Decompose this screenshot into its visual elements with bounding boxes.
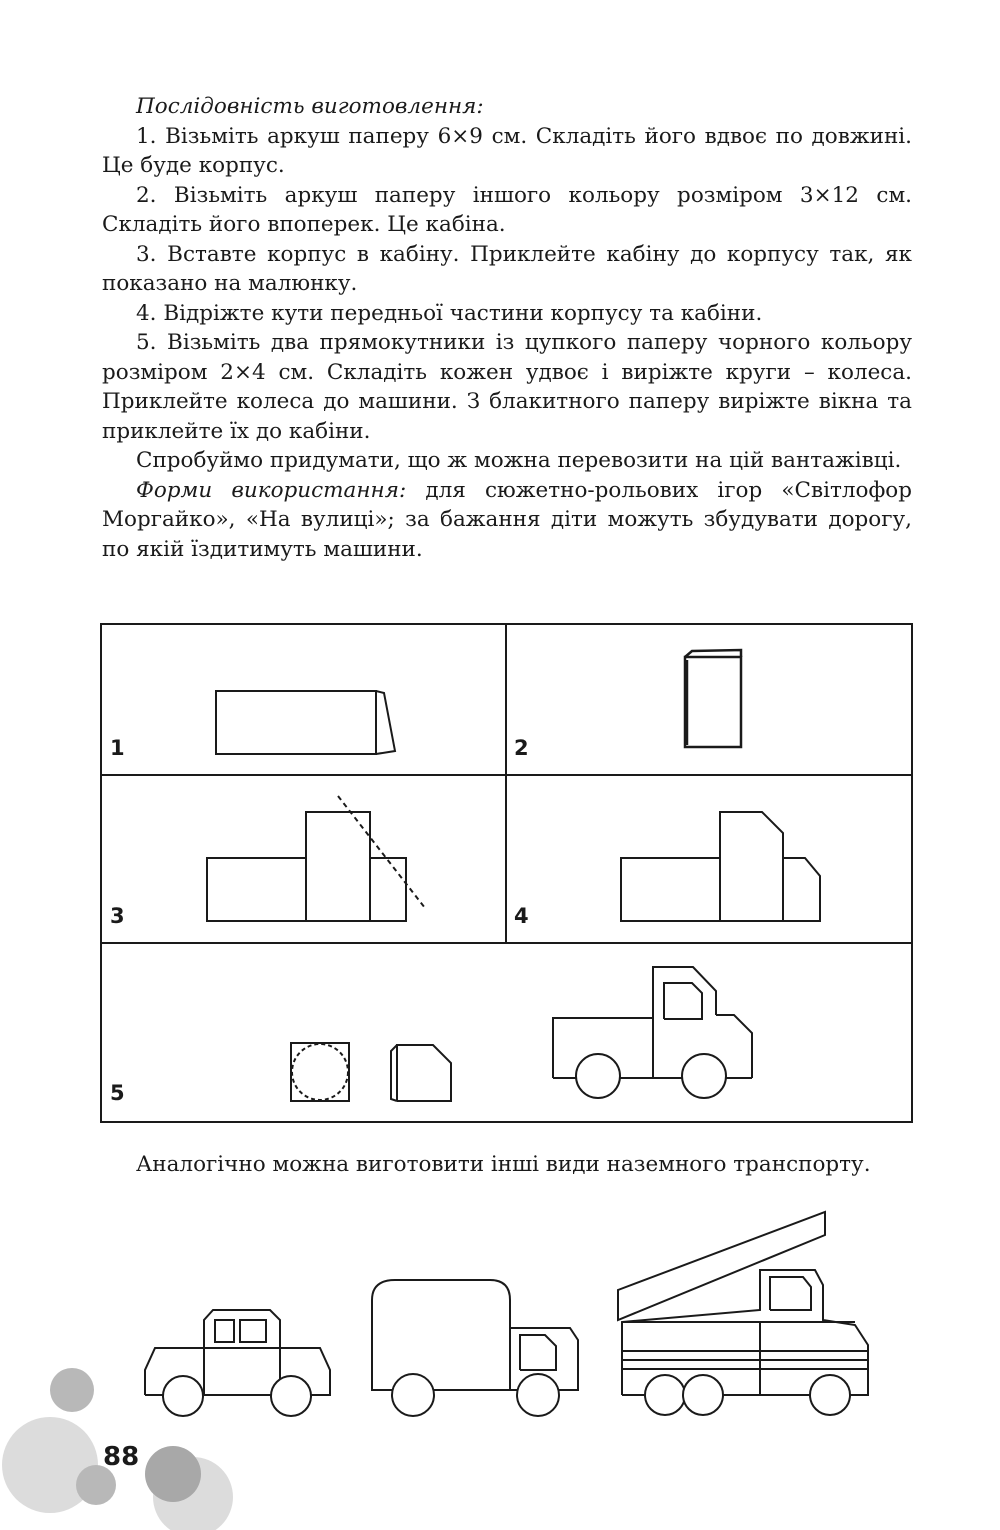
usage-label: Форми використання: xyxy=(136,477,407,503)
cut-line xyxy=(338,796,425,908)
car-drawing xyxy=(145,1310,330,1416)
van-drawing xyxy=(372,1280,578,1416)
panel-label-3: 3 xyxy=(110,904,125,928)
step-3: 3. Вставте корпус в кабіну. Приклейте кабіну до корпусу так, як показано на малюнку. xyxy=(102,241,912,296)
assembly-diagram xyxy=(100,623,913,1123)
usage-text: для сюжетно-рольових ігор «Світлофор Моргайко», «На вулиці»; за бажання діти можуть збудувати дорогу, по якій їздитимуть машини. xyxy=(102,477,912,562)
dump-truck-drawing xyxy=(618,1212,868,1415)
closing-paragraph-block xyxy=(102,1150,912,1180)
window-cutout-drawing xyxy=(391,1045,451,1101)
step-2: 2. Візьміть аркуш паперу іншого кольору розміром 3×12 см. Складіть його впоперек. Це кабіна. xyxy=(102,182,912,237)
panel-label-5: 5 xyxy=(110,1081,125,1105)
panel-label-1: 1 xyxy=(110,736,125,760)
folded-body-drawing xyxy=(216,691,395,754)
folded-cabin-drawing xyxy=(685,650,741,747)
prompt-paragraph: Спробуймо придумати, що ж можна перевозити на цій вантажівці. xyxy=(136,448,902,473)
trimmed-truck-drawing xyxy=(621,812,820,921)
page-number: 88 xyxy=(103,1442,140,1472)
step-4: 4. Відріжте кути передньої частини корпусу та кабіни. xyxy=(136,300,763,326)
wheel-cutout-drawing xyxy=(291,1043,349,1101)
panel-label-4: 4 xyxy=(514,904,529,928)
usage-paragraph xyxy=(102,476,912,565)
instructions-heading: Послідовність виготовлення: xyxy=(136,94,484,119)
step-5: 5. Візьміть два прямокутники із цупкого паперу чорного кольору розміром 2×4 см. Складіть кожен удвоє і виріжте круги – колеса. Приклейте колеса до машини. З блакитного паперу виріжте вікна та приклейте їх до кабіни. xyxy=(102,330,912,444)
closing-paragraph: Аналогічно можна виготовити інші види наземного транспорту. xyxy=(136,1152,871,1177)
finished-truck-drawing xyxy=(553,967,752,1098)
assembly-drawing xyxy=(207,796,425,921)
transport-drawings xyxy=(0,1200,1000,1530)
step-1: 1. Візьміть аркуш паперу 6×9 см. Складіть його вдвоє по довжині. Це буде корпус. xyxy=(102,123,912,178)
instructions-block xyxy=(102,92,912,564)
panel-label-2: 2 xyxy=(514,736,529,760)
